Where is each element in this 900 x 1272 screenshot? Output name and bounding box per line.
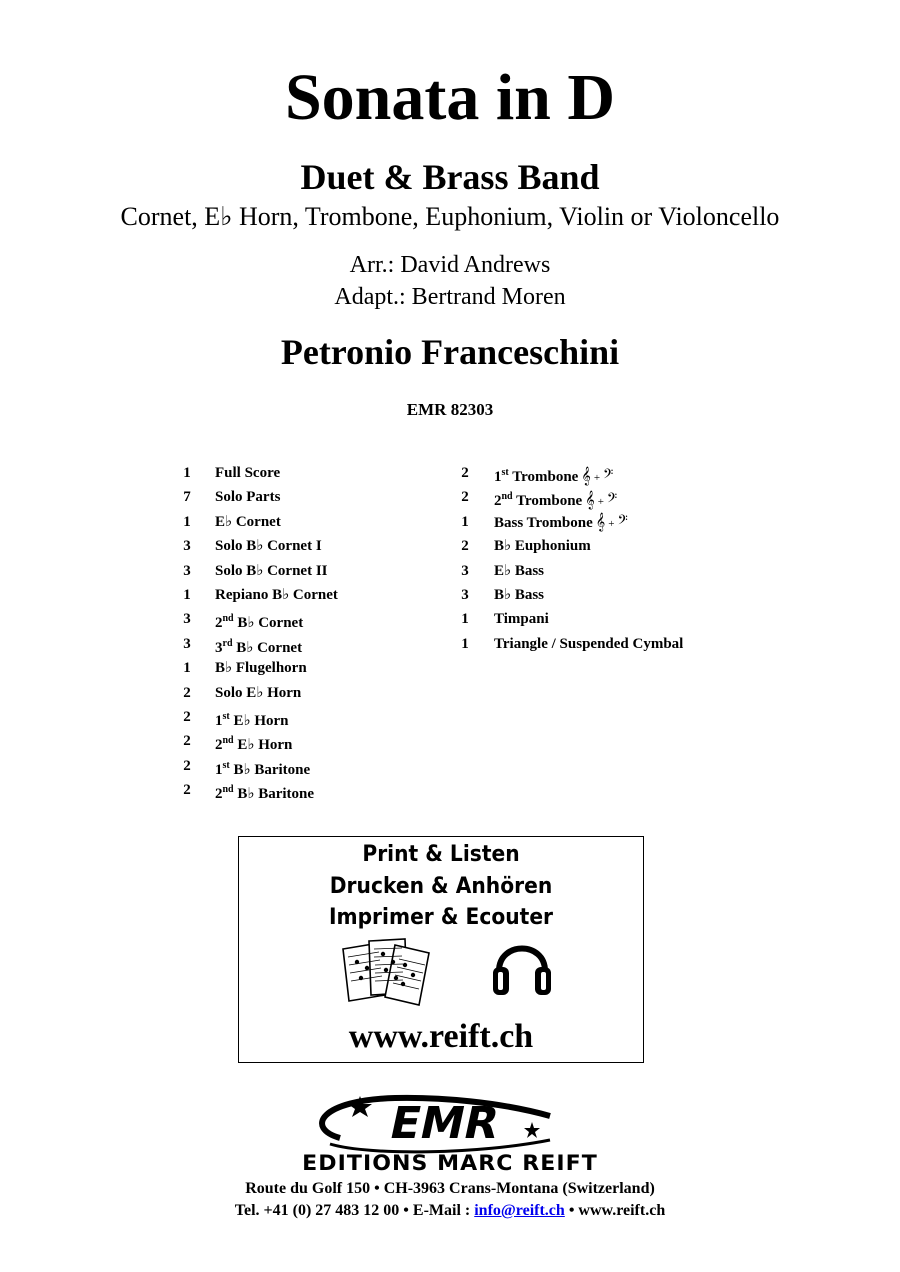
part-name-text: Trombone	[512, 493, 583, 510]
part-row	[180, 583, 440, 607]
arranger: Arr.: David Andrews	[349, 252, 551, 278]
part-name-text: E♭ Bass	[494, 562, 545, 579]
website-text: • www.reift.ch	[564, 1202, 666, 1219]
part-row	[458, 534, 758, 558]
part-name-text: Solo Parts	[215, 489, 281, 506]
part-row	[180, 485, 440, 509]
part-name-text: Solo B♭ Cornet II	[215, 562, 328, 579]
part-quantity: 2	[461, 489, 469, 506]
part-quantity: 3	[183, 635, 191, 652]
part-name	[215, 559, 328, 583]
subtitle: Duet & Brass Band	[300, 157, 600, 197]
part-ordinal-suffix: st	[222, 759, 230, 771]
part-quantity: 3	[183, 611, 191, 628]
clef-plus: +	[597, 496, 604, 509]
part-name	[215, 681, 301, 705]
publisher-contact	[0, 1200, 900, 1222]
clef-plus: +	[608, 517, 615, 530]
part-quantity: 7	[183, 489, 191, 506]
part-name	[494, 632, 683, 656]
part-name-text: Full Score	[215, 465, 281, 481]
email-link[interactable]: info@reift.ch	[474, 1202, 565, 1219]
headphones-icon	[491, 933, 553, 999]
part-name	[494, 559, 544, 583]
part-name	[215, 656, 307, 680]
part-quantity: 2	[183, 782, 191, 799]
part-quantity: 3	[461, 586, 469, 603]
part-name	[215, 485, 280, 509]
part-name-text: Triangle / Suspended Cymbal	[494, 635, 684, 652]
part-row	[180, 534, 440, 558]
part-name-text: B♭ Baritone	[229, 761, 311, 778]
instrumentation: Cornet, E♭ Horn, Trombone, Euphonium, Violin or Violoncello	[120, 202, 780, 231]
part-quantity: 1	[461, 611, 469, 628]
part-quantity: 1	[461, 635, 469, 652]
part-row	[180, 656, 440, 680]
part-name-text: B♭ Baritone	[233, 786, 315, 803]
part-row	[458, 485, 758, 509]
part-quantity: 3	[183, 538, 191, 555]
title: Sonata in D	[284, 61, 616, 134]
part-row	[180, 754, 440, 778]
part-quantity: 1	[183, 586, 191, 603]
part-row	[180, 705, 440, 729]
part-name-text: Trombone	[508, 469, 579, 485]
publisher-name: EDITIONS MARC REIFT	[302, 1151, 598, 1175]
part-row	[180, 778, 440, 802]
part-quantity: 2	[461, 465, 469, 481]
part-quantity: 2	[461, 538, 469, 555]
part-name-text: E♭ Horn	[229, 712, 289, 729]
part-quantity: 3	[183, 562, 191, 579]
bass-clef-icon: 𝄢	[603, 466, 614, 485]
part-row	[180, 729, 440, 753]
part-ordinal-suffix: nd	[222, 735, 234, 747]
part-ordinal-suffix: nd	[222, 784, 234, 796]
part-row	[180, 510, 440, 534]
part-quantity: 1	[461, 513, 469, 530]
part-name	[215, 583, 338, 607]
part-row	[458, 607, 758, 631]
part-ordinal-suffix: st	[222, 710, 230, 722]
part-ordinal-suffix: rd	[222, 637, 233, 649]
print-listen-box	[238, 836, 644, 1063]
part-name-text: Timpani	[494, 611, 549, 628]
treble-clef-icon: 𝄞	[595, 511, 606, 531]
part-name-text: E♭ Cornet	[215, 513, 281, 530]
part-name	[215, 510, 281, 534]
part-name-text: B♭ Cornet	[232, 639, 303, 656]
treble-clef-icon: 𝄞	[581, 466, 591, 485]
part-quantity: 1	[183, 513, 191, 530]
part-ordinal-suffix: nd	[222, 613, 234, 625]
part-quantity: 2	[183, 708, 191, 725]
part-ordinal: 2	[215, 786, 223, 803]
publisher-address: Route du Golf 150 • CH-3963 Crans-Montana (Switzerland)	[245, 1180, 655, 1197]
part-row	[458, 510, 758, 534]
bass-clef-icon: 𝄢	[606, 490, 618, 510]
part-name-text: B♭ Cornet	[233, 615, 304, 632]
part-ordinal: 1	[215, 761, 223, 778]
part-row	[458, 632, 758, 656]
part-name-text: Repiano B♭ Cornet	[215, 586, 338, 603]
part-name	[215, 461, 280, 485]
part-ordinal: 2	[215, 737, 223, 754]
promo-line-german: Drucken & Anhören	[329, 874, 553, 899]
parts-list-right	[458, 461, 758, 656]
part-row	[458, 559, 758, 583]
clef-plus: +	[593, 472, 601, 484]
part-name-text: Bass Trombone	[494, 514, 593, 531]
promo-website[interactable]: www.reift.ch	[348, 1018, 534, 1055]
treble-clef-icon: 𝄞	[585, 490, 595, 510]
parts-list-left	[180, 461, 440, 802]
part-ordinal: 1	[494, 469, 502, 485]
part-row	[180, 681, 440, 705]
part-row	[180, 607, 440, 631]
part-quantity: 2	[183, 684, 191, 701]
part-name	[215, 534, 322, 558]
part-name	[494, 583, 544, 607]
part-ordinal: 1	[215, 712, 223, 729]
part-name	[494, 510, 628, 536]
promo-line-english: Print & Listen	[362, 842, 520, 867]
part-name	[494, 607, 549, 631]
bass-clef-icon: 𝄢	[617, 511, 628, 531]
composer: Petronio Franceschini	[280, 332, 620, 372]
sheet-music-icon	[339, 935, 435, 1007]
part-name-text: B♭ Bass	[494, 586, 545, 603]
part-quantity: 2	[183, 733, 191, 750]
part-ordinal-suffix: st	[501, 467, 509, 478]
part-name-text: Solo E♭ Horn	[215, 684, 302, 701]
adapter: Adapt.: Bertrand Moren	[334, 284, 566, 310]
part-ordinal: 3	[215, 639, 223, 656]
part-ordinal-suffix: nd	[501, 491, 513, 503]
part-name-text: Solo B♭ Cornet I	[215, 538, 322, 555]
part-row	[180, 559, 440, 583]
catalog-number: EMR 82303	[406, 400, 494, 419]
telephone-text: Tel. +41 (0) 27 483 12 00 • E-Mail :	[234, 1202, 475, 1219]
part-quantity: 3	[461, 562, 469, 579]
part-row	[458, 461, 758, 485]
part-name-text: E♭ Horn	[233, 737, 293, 754]
part-row	[180, 461, 440, 485]
part-row	[180, 632, 440, 656]
promo-line-french: Imprimer & Ecouter	[328, 905, 554, 930]
part-ordinal: 2	[215, 615, 223, 632]
part-name	[494, 534, 591, 558]
part-name-text: B♭ Flugelhorn	[215, 660, 307, 677]
part-quantity: 1	[183, 660, 191, 677]
part-name	[215, 778, 314, 806]
part-ordinal: 2	[494, 493, 502, 510]
part-quantity: 1	[183, 465, 191, 481]
part-quantity: 2	[183, 757, 191, 774]
part-row	[458, 583, 758, 607]
part-name-text: B♭ Euphonium	[494, 538, 591, 555]
svg-text:EMR: EMR	[385, 1098, 504, 1149]
